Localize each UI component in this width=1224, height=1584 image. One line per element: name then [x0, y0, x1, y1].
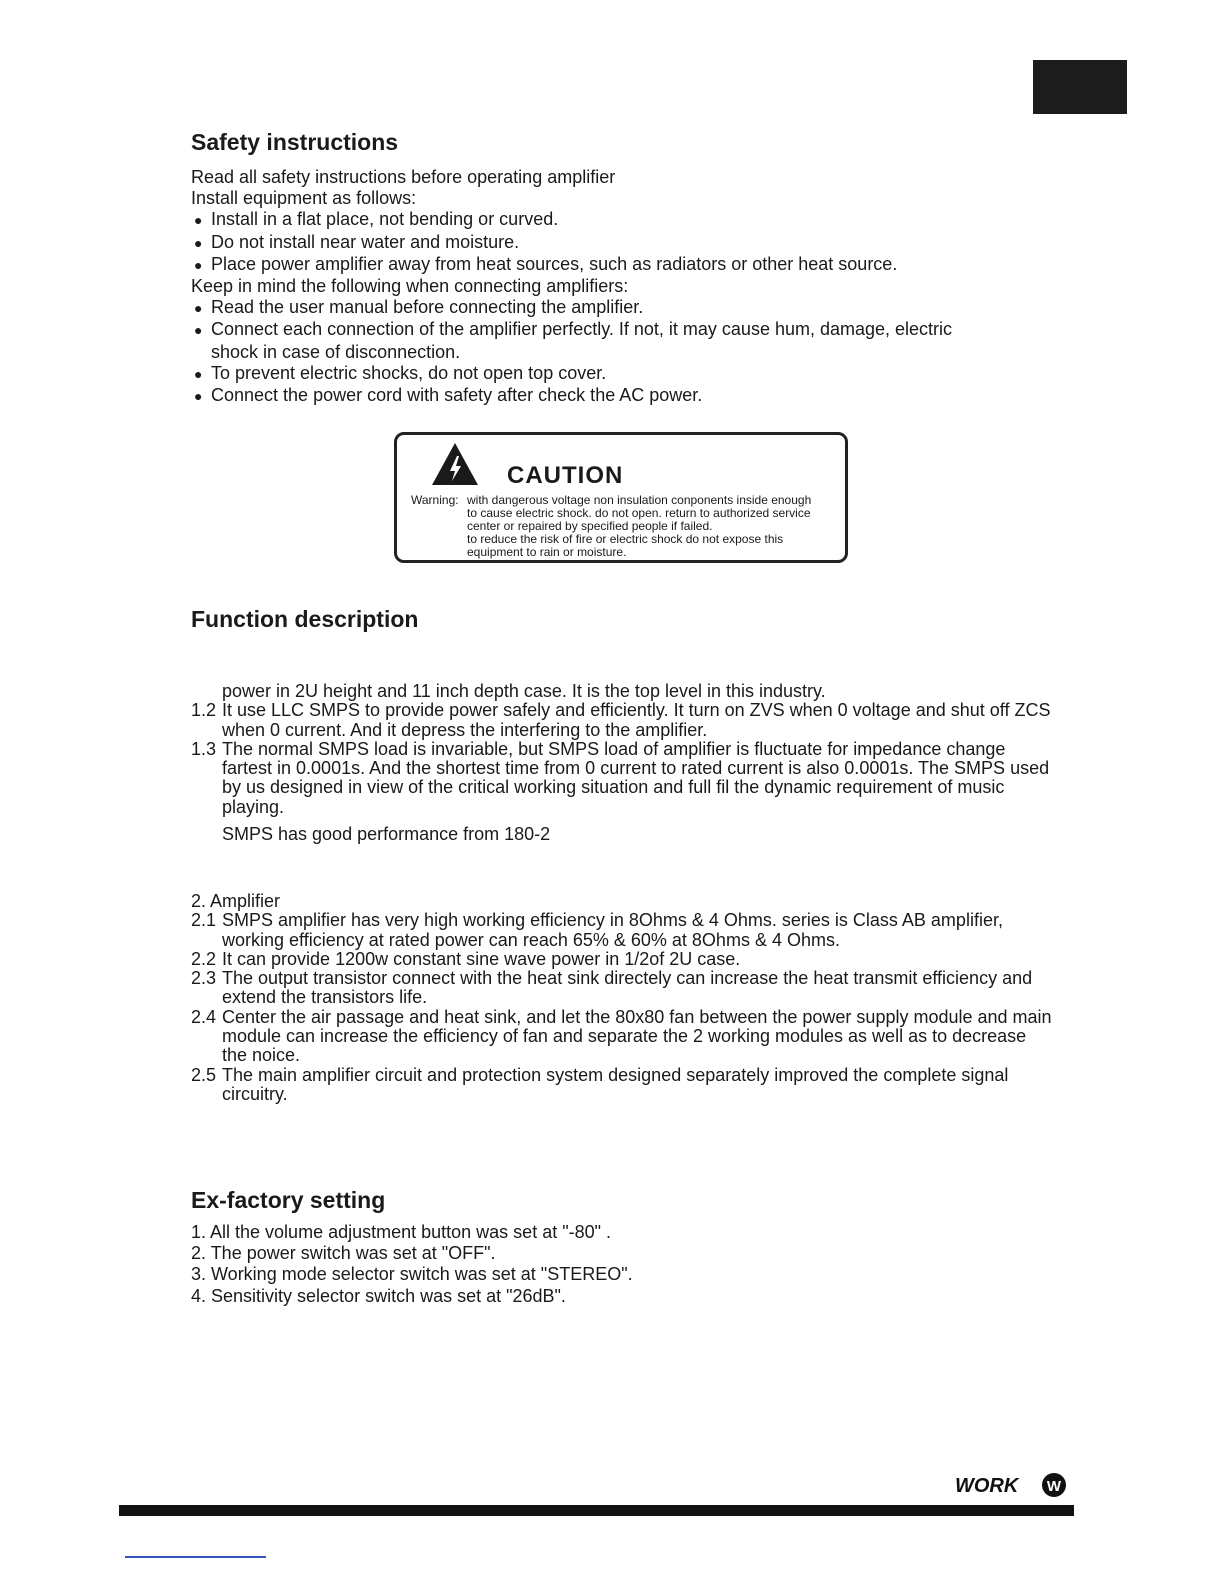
- warning-line: to cause electric shock. do not open. return to authorized service: [467, 506, 811, 520]
- connect-item: ● Connect the power cord with safety after check the AC power.: [191, 385, 1021, 407]
- amplifier-body: [191, 892, 1056, 1104]
- install-item: ● Install in a flat place, not bending or curved.: [191, 209, 1021, 231]
- function-title: Function description: [191, 606, 419, 632]
- item-number: 2.3: [191, 968, 217, 989]
- exfactory-title: Ex-factory setting: [191, 1187, 386, 1213]
- connect-item: ● Read the user manual before connecting the amplifier.: [191, 297, 1021, 319]
- function-item: [191, 740, 1056, 817]
- function-item: [191, 701, 1056, 740]
- item-number: 2.1: [191, 910, 217, 931]
- exfactory-item: 3. Working mode selector switch was set at "STEREO".: [191, 1264, 633, 1285]
- item-text: It use LLC SMPS to provide power safely and efficiently. It turn on ZVS when 0 voltage and shut off ZCS when 0 current. And it depress the interfering to the amplifier.: [222, 700, 1051, 740]
- warning-line: equipment to rain or moisture.: [467, 545, 627, 559]
- install-item: ● Place power amplifier away from heat sources, such as radiators or other heat source.: [191, 254, 1021, 276]
- amplifier-item: [191, 911, 1056, 950]
- exfactory-item: 2. The power switch was set at "OFF".: [191, 1243, 496, 1264]
- item-text: It can provide 1200w constant sine wave power in 1/2of 2U case.: [222, 948, 741, 969]
- item-text: SMPS amplifier has very high working efficiency in 8Ohms & 4 Ohms. series is Class AB amplifier, working efficiency at rated power can reach 65% & 60% at 8Ohms & 4 Ohms.: [222, 910, 1003, 950]
- install-item: ● Do not install near water and moisture.: [191, 232, 1021, 254]
- item-number: 2.2: [191, 948, 217, 969]
- warning-line: with dangerous voltage non insulation conponents inside enough: [467, 493, 812, 507]
- language-tab: [1033, 60, 1127, 114]
- warning-label: Warning:: [411, 493, 459, 507]
- item-number: 1.3: [191, 738, 217, 759]
- warning-text: [467, 494, 847, 559]
- work-logo: [955, 1471, 1067, 1504]
- amplifier-item: [191, 969, 1056, 1008]
- item-text: The main amplifier circuit and protection system designed separately improved the complete signal circuitry.: [222, 1064, 1009, 1104]
- amplifier-item: [191, 1008, 1056, 1066]
- item-text: The output transistor connect with the heat sink directely can increase the heat transmit efficiency and extend the transistors life.: [222, 968, 1033, 1008]
- amplifier-item: [191, 950, 1056, 969]
- caution-label: [394, 432, 848, 563]
- item-number: 2.4: [191, 1006, 217, 1027]
- logo-mark: W: [1046, 1478, 1062, 1495]
- item-number: 2.5: [191, 1064, 217, 1085]
- exfactory-body: [191, 1222, 991, 1307]
- logo-text: WORK: [955, 1475, 1019, 1497]
- amplifier-heading: 2. Amplifier: [191, 891, 281, 911]
- install-intro: Install equipment as follows:: [191, 188, 417, 209]
- safety-intro: Read all safety instructions before operating amplifier: [191, 167, 616, 187]
- footer-bar: [119, 1505, 1074, 1516]
- safety-body: [191, 167, 1021, 407]
- item-text: The normal SMPS load is invariable, but SMPS load of amplifier is fluctuate for impedance change fartest in 0.0001s. And the shortest time from 0 current to rated current is also 0.0001s. The SMPS used by us designed in view of the critical working situation and full fil the dynamic requirement of music playing.: [222, 738, 1050, 817]
- connect-intro: Keep in mind the following when connecting amplifiers:: [191, 276, 629, 297]
- electric-hazard-icon: [430, 441, 480, 487]
- smps-note: SMPS has good performance from 180-2: [222, 824, 551, 845]
- exfactory-item: 4. Sensitivity selector switch was set at "26dB".: [191, 1285, 566, 1306]
- exfactory-item: 1. All the volume adjustment button was set at "-80" .: [191, 1222, 612, 1242]
- caution-title: CAUTION: [507, 462, 624, 489]
- bottom-link-underline[interactable]: [125, 1556, 266, 1558]
- function-power-body: [191, 682, 1056, 844]
- function-lead: power in 2U height and 11 inch depth case. It is the top level in this industry.: [222, 681, 826, 701]
- amplifier-item: [191, 1066, 1056, 1105]
- item-text: Center the air passage and heat sink, and let the 80x80 fan between the power supply module and main module can increase the efficiency of fan and separate the 2 working modules as well as to decrease the noice.: [222, 1006, 1052, 1066]
- safety-title: Safety instructions: [191, 129, 399, 155]
- connect-item: ● To prevent electric shocks, do not open top cover.: [191, 363, 1021, 385]
- item-number: 1.2: [191, 700, 217, 721]
- warning-line: to reduce the risk of fire or electric shock do not expose this: [467, 532, 784, 546]
- warning-line: center or repaired by specified people if failed.: [467, 519, 713, 533]
- connect-item: ● Connect each connection of the amplifier perfectly. If not, it may cause hum, damage, electric shock in case of disconnection.: [191, 319, 1001, 362]
